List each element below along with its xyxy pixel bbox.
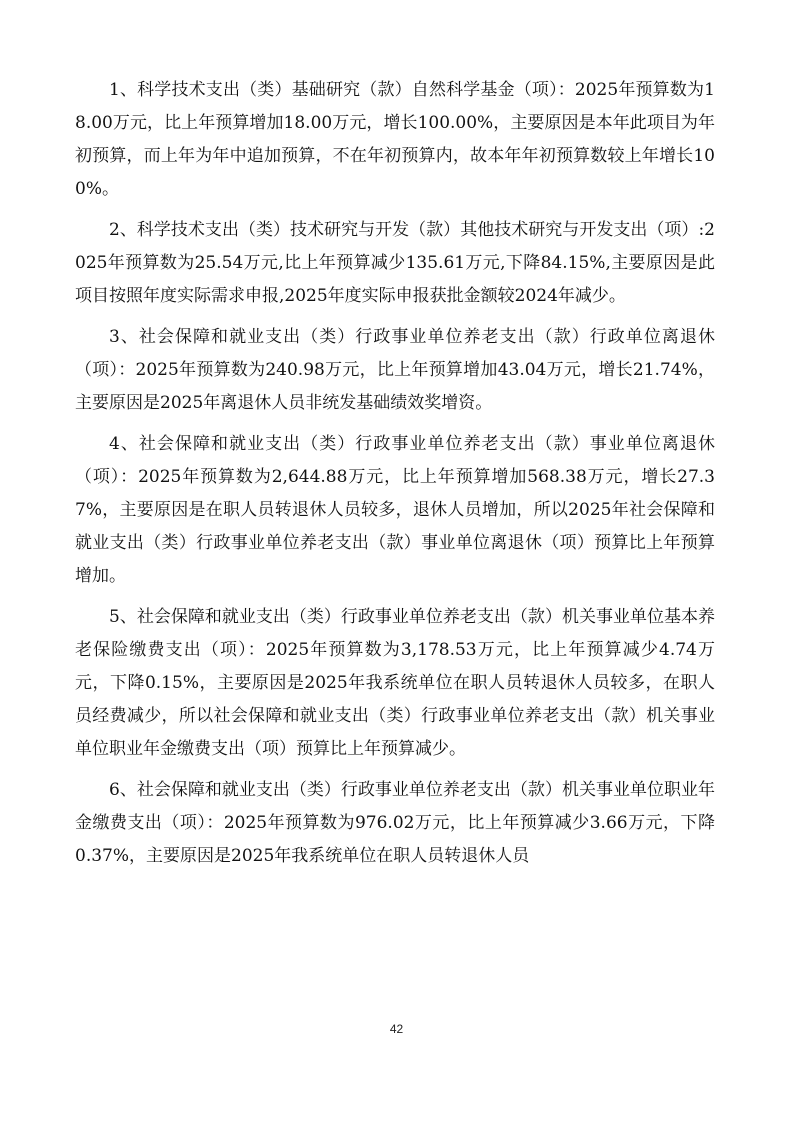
paragraph-3: 3、社会保障和就业支出（类）行政事业单位养老支出（款）行政单位离退休（项）：2025年预算数为240.98万元，比上年预算增加43.04万元，增长21.74%，主要原因是2025年离退休人员非统发基础绩效奖增资。 <box>75 327 715 413</box>
paragraph-2: 2、科学技术支出（类）技术研究与开发（款）其他技术研究与开发支出（项）:2025年预算数为25.54万元,比上年预算减少135.61万元,下降84.15%,主要原因是此项目按照年度实际需求申报,2025年度实际申报获批金额较2024年减少。 <box>75 220 715 306</box>
document-body <box>75 74 715 881</box>
paragraph-5: 5、社会保障和就业支出（类）行政事业单位养老支出（款）机关事业单位基本养老保险缴费支出（项）：2025年预算数为3,178.53万元，比上年预算减少4.74万元，下降0.15%，主要原因是2025年我系统单位在职人员转退休人员较多，在职人员经费减少，所以社会保障和就业支出（类）行政事业单位养老支出（款）机关事业单位职业年金缴费支出（项）预算比上年预算减少。 <box>75 607 715 759</box>
paragraph-6: 6、社会保障和就业支出（类）行政事业单位养老支出（款）机关事业单位职业年金缴费支出（项）：2025年预算数为976.02万元，比上年预算减少3.66万元，下降0.37%，主要原因是2025年我系统单位在职人员转退休人员 <box>75 780 715 866</box>
paragraph-1: 1、科学技术支出（类）基础研究（款）自然科学基金（项）：2025年预算数为18.00万元，比上年预算增加18.00万元，增长100.00%，主要原因是本年此项目为年初预算，而上年为年中追加预算，不在年初预算内，故本年年初预算数较上年增长100%。 <box>75 80 715 199</box>
paragraph-4: 4、社会保障和就业支出（类）行政事业单位养老支出（款）事业单位离退休（项）：2025年预算数为2,644.88万元，比上年预算增加568.38万元，增长27.37%，主要原因是在职人员转退休人员较多，退休人员增加，所以2025年社会保障和就业支出（类）行政事业单位养老支出（款）事业单位离退休（项）预算比上年预算增加。 <box>75 434 715 586</box>
page-number: 42 <box>389 1022 404 1036</box>
